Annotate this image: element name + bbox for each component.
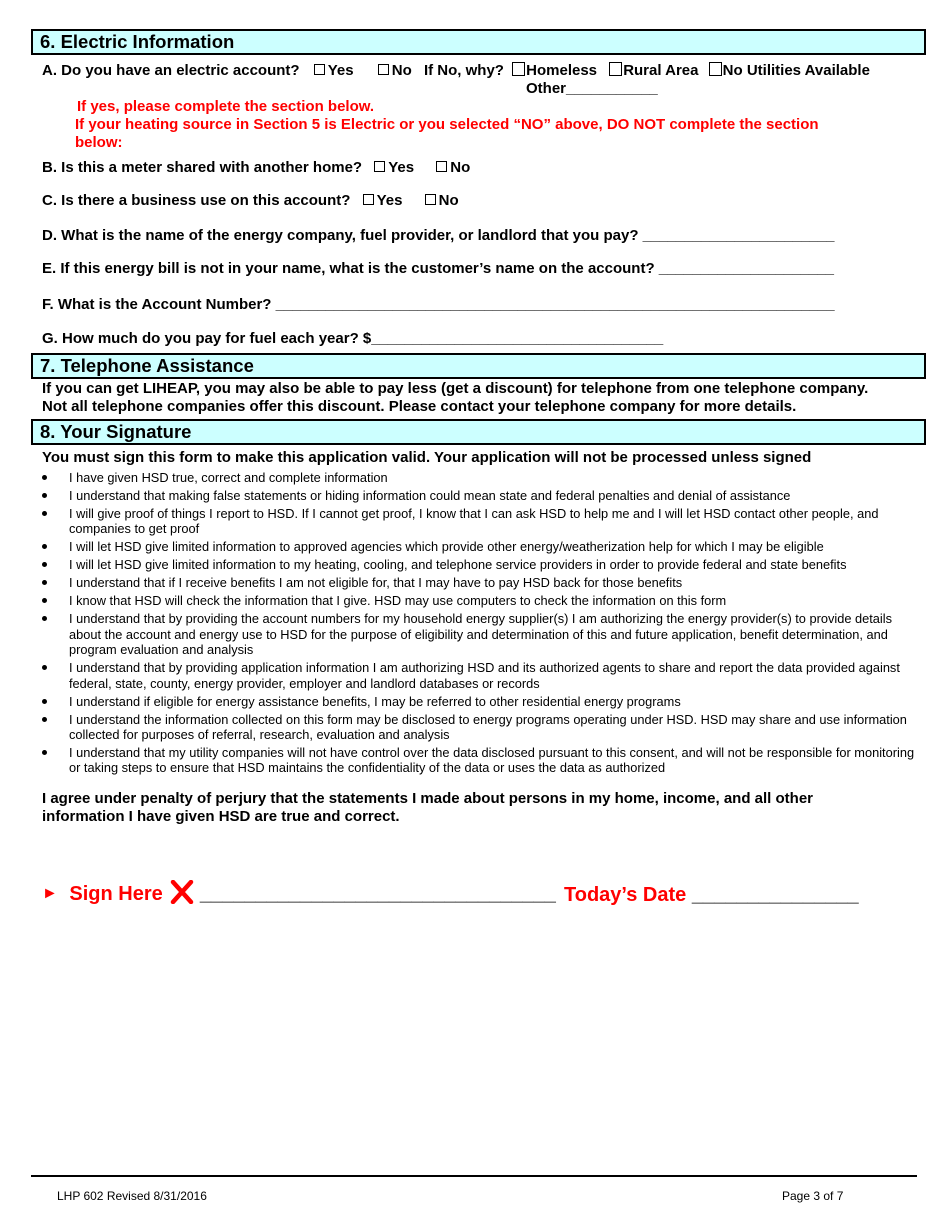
bullet-icon xyxy=(42,598,47,603)
checkbox-icon xyxy=(378,64,389,75)
checkbox-icon xyxy=(436,161,447,172)
business-use-yes[interactable]: Yes xyxy=(363,192,403,209)
question-b: B. Is this a meter shared with another home? Yes No xyxy=(42,159,471,176)
note-heating-source: If your heating source in Section 5 is Electric or you selected “NO” above, DO NOT complete the section xyxy=(75,116,819,133)
today-date-label: Today’s Date xyxy=(564,884,687,906)
consent-bullet: I understand if eligible for energy assistance benefits, I may be referred to other residential energy programs xyxy=(42,694,918,709)
date-field[interactable]: _______________ xyxy=(691,884,859,906)
checkbox-icon xyxy=(709,62,722,76)
checkbox-icon xyxy=(425,194,436,205)
question-a-why: If No, why? xyxy=(423,62,504,79)
x-mark-icon xyxy=(170,880,194,904)
consent-bullet: I will give proof of things I report to HSD. If I cannot get proof, I know that I can ask HSD to help me and I will let HSD contact other people, and companies to get proof xyxy=(42,506,918,537)
bullet-icon xyxy=(42,616,47,621)
bullet-icon xyxy=(42,493,47,498)
question-f-account-number[interactable]: F. What is the Account Number? ___________________________________________________________________ xyxy=(42,296,835,313)
checkbox-icon xyxy=(512,62,525,76)
footer-divider xyxy=(31,1175,917,1177)
bullet-icon xyxy=(42,475,47,480)
business-use-no[interactable]: No xyxy=(425,192,459,209)
shared-meter-yes[interactable]: Yes xyxy=(374,159,414,176)
note-if-yes: If yes, please complete the section below. xyxy=(77,98,375,115)
reason-rural-area[interactable]: Rural Area xyxy=(609,62,698,79)
bullet-icon xyxy=(42,562,47,567)
section-8-header: 8. Your Signature xyxy=(31,419,926,445)
note-below: below: xyxy=(75,134,123,151)
consent-bullet: I will let HSD give limited information to my heating, cooling, and telephone service providers in order to provide federal and state benefits xyxy=(42,557,918,572)
checkbox-icon xyxy=(314,64,325,75)
telephone-info-line-1: If you can get LIHEAP, you may also be able to pay less (get a discount) for telephone from one telephone company. xyxy=(42,380,869,397)
question-a-label: A. Do you have an electric account? xyxy=(42,62,300,79)
perjury-line-1: I agree under penalty of perjury that the statements I made about persons in my home, income, and all other xyxy=(42,790,813,807)
consent-bullet: I know that HSD will check the information that I give. HSD may use computers to check the information on this form xyxy=(42,593,918,608)
reason-homeless[interactable]: Homeless xyxy=(512,62,597,79)
consent-bullet: I have given HSD true, correct and complete information xyxy=(42,470,918,485)
sign-here-row xyxy=(42,880,556,906)
consent-bullet: I will let HSD give limited information to approved agencies which provide other energy/weatherization help for which I may be eligible xyxy=(42,539,918,554)
section-7-header: 7. Telephone Assistance xyxy=(31,353,926,379)
consent-bullet: I understand that by providing the account numbers for my household energy supplier(s) I am authorizing the energy provider(s) to provide details about the account and energy use to HSD for the purpose of eligibility and determination of this and future application, benefit determination, and program evaluation and analysis xyxy=(42,611,918,657)
signature-intro: You must sign this form to make this application valid. Your application will not be processed unless signed xyxy=(42,449,812,466)
perjury-line-2: information I have given HSD are true and correct. xyxy=(42,808,400,825)
telephone-info-line-2: Not all telephone companies offer this discount. Please contact your telephone company for more details. xyxy=(42,398,797,415)
question-g-fuel-cost[interactable]: G. How much do you pay for fuel each year? $___________________________________ xyxy=(42,330,664,347)
bullet-icon xyxy=(42,717,47,722)
bullet-icon xyxy=(42,544,47,549)
page-number: Page 3 of 7 xyxy=(782,1189,844,1203)
arrow-right-icon: ► xyxy=(42,885,58,902)
consent-bullet: I understand that by providing application information I am authorizing HSD and its authorized agents to share and report the data provided against federal, state, county, energy provider, employer and landlord databases or records xyxy=(42,660,918,691)
bullet-icon xyxy=(42,580,47,585)
bullet-icon xyxy=(42,699,47,704)
reason-other-field[interactable]: Other___________ xyxy=(526,80,658,97)
sign-here-label: Sign Here xyxy=(69,883,163,905)
question-d-energy-company[interactable]: D. What is the name of the energy company, fuel provider, or landlord that you pay? _______________________ xyxy=(42,227,835,244)
question-a xyxy=(42,62,870,79)
bullet-icon xyxy=(42,750,47,755)
consent-bullet: I understand that making false statements or hiding information could mean state and federal penalties and denial of assistance xyxy=(42,488,918,503)
consent-bullet-list xyxy=(42,470,918,778)
checkbox-icon xyxy=(374,161,385,172)
question-e-customer-name[interactable]: E. If this energy bill is not in your name, what is the customer’s name on the account? _____________________ xyxy=(42,260,834,277)
checkbox-icon xyxy=(363,194,374,205)
checkbox-icon xyxy=(609,62,622,76)
question-c: C. Is there a business use on this account? Yes No xyxy=(42,192,459,209)
signature-field[interactable]: ________________________________ xyxy=(199,883,556,905)
electric-account-yes[interactable]: Yes xyxy=(314,62,354,79)
consent-bullet: I understand that my utility companies will not have control over the data disclosed pursuant to this consent, and will not be responsible for monitoring or taking steps to ensure that HSD maintains the confidentiality of the data or uses the data as authorized xyxy=(42,745,918,776)
reason-no-utilities[interactable]: No Utilities Available xyxy=(709,62,870,79)
electric-account-no[interactable]: No xyxy=(378,62,412,79)
consent-bullet: I understand that if I receive benefits I am not eligible for, that I may have to pay HSD back for those benefits xyxy=(42,575,918,590)
today-date-row xyxy=(564,884,859,907)
consent-bullet: I understand the information collected on this form may be disclosed to energy programs operating under HSD. HSD may share and use information collected for purposes of referral, research, evaluation and analysis xyxy=(42,712,918,743)
bullet-icon xyxy=(42,665,47,670)
bullet-icon xyxy=(42,511,47,516)
shared-meter-no[interactable]: No xyxy=(436,159,470,176)
section-6-header: 6. Electric Information xyxy=(31,29,926,55)
form-revision: LHP 602 Revised 8/31/2016 xyxy=(57,1189,207,1203)
